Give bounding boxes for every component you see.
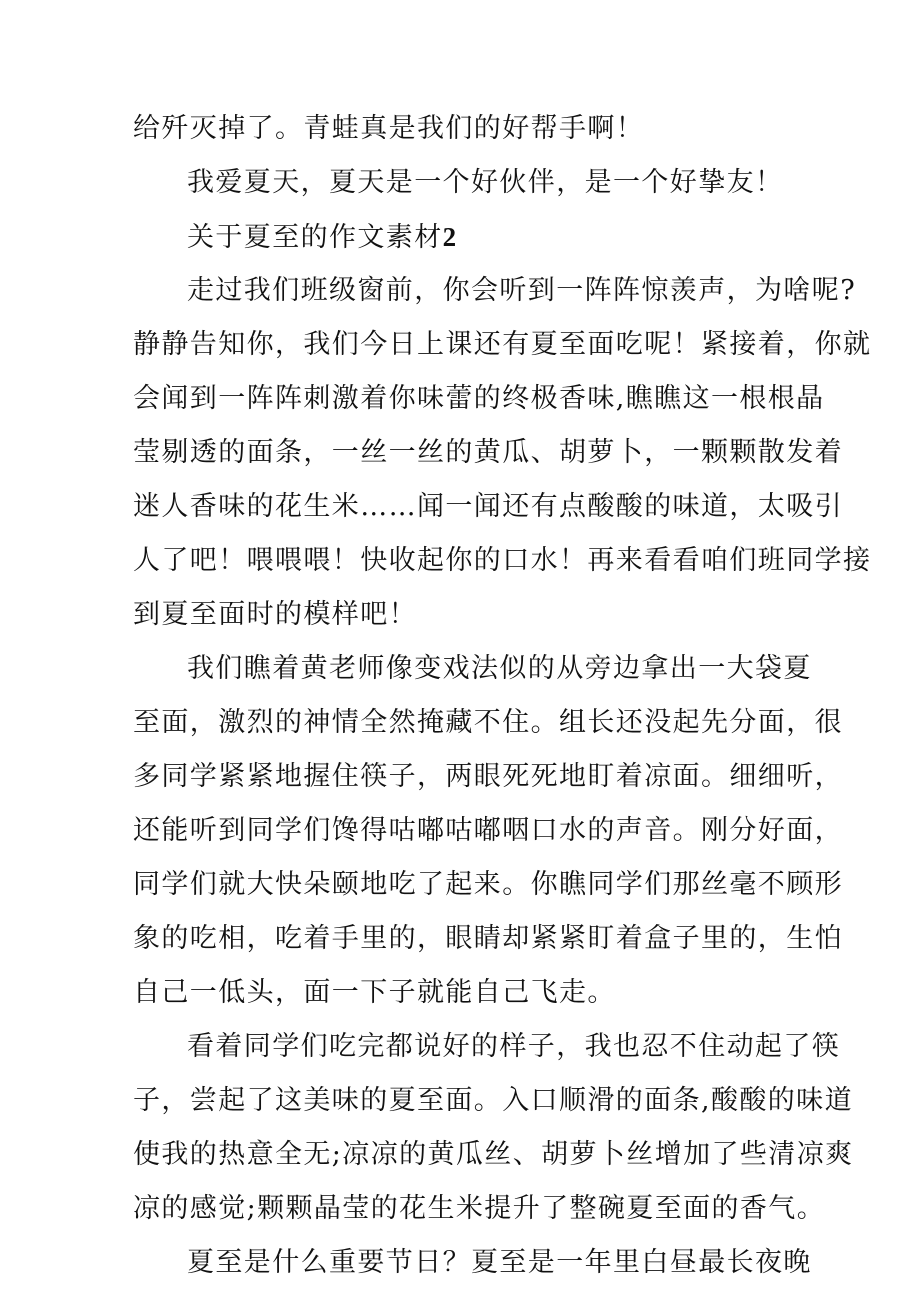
text-line: 我爱夏天，夏天是一个好伙伴，是一个好挚友！ xyxy=(187,167,784,198)
text-line: 我们瞧着黄老师像变戏法似的从旁边拿出一大袋夏 xyxy=(187,653,812,684)
text-line: 到夏至面时的模样吧！ xyxy=(133,599,417,630)
text-line: 使我的热意全无;凉凉的黄瓜丝、胡萝卜丝增加了些清凉爽 xyxy=(133,1139,854,1170)
text-line: 莹剔透的面条，一丝一丝的黄瓜、胡萝卜，一颗颗散发着 xyxy=(133,437,843,468)
text-line: 自己一低头，面一下子就能自己飞走。 xyxy=(133,977,616,1008)
text-line: 至面，激烈的神情全然掩藏不住。组长还没起先分面，很 xyxy=(133,707,843,738)
text-line: 迷人香味的花生米……闻一闻还有点酸酸的味道，太吸引 xyxy=(133,491,843,522)
text-line: 看着同学们吃完都说好的样子，我也忍不住动起了筷 xyxy=(187,1031,841,1062)
text-line: 子，尝起了这美味的夏至面。入口顺滑的面条,酸酸的味道 xyxy=(133,1085,853,1116)
text-line: 凉的感觉;颗颗晶莹的花生米提升了整碗夏至面的香气。 xyxy=(133,1193,826,1224)
text-line: 给歼灭掉了。青蛙真是我们的好帮手啊！ xyxy=(133,113,645,144)
text-line: 多同学紧紧地握住筷子，两眼死死地盯着凉面。细细听， xyxy=(133,761,843,792)
text-line: 夏至是什么重要节日？夏至是一年里白昼最长夜晚 xyxy=(187,1247,812,1278)
text-line: 走过我们班级窗前，你会听到一阵阵惊羡声，为啥呢? xyxy=(187,275,857,306)
text-line: 还能听到同学们馋得咕嘟咕嘟咽口水的声音。刚分好面， xyxy=(133,815,843,846)
section-heading-text: 关于夏至的作文素材 xyxy=(187,222,443,253)
text-line: 人了吧！喂喂喂！快收起你的口水！再来看看咱们班同学接 xyxy=(133,545,872,576)
text-line: 同学们就大快朵颐地吃了起来。你瞧同学们那丝毫不顾形 xyxy=(133,869,843,900)
text-line: 静静告知你，我们今日上课还有夏至面吃呢！紧接着，你就 xyxy=(133,329,872,360)
section-heading xyxy=(187,217,458,257)
text-line: 会闻到一阵阵刺激着你味蕾的终极香味,瞧瞧这一根根晶 xyxy=(133,383,825,414)
section-heading-number: 2 xyxy=(442,222,458,252)
text-line: 象的吃相，吃着手里的，眼睛却紧紧盯着盒子里的，生怕 xyxy=(133,923,843,954)
